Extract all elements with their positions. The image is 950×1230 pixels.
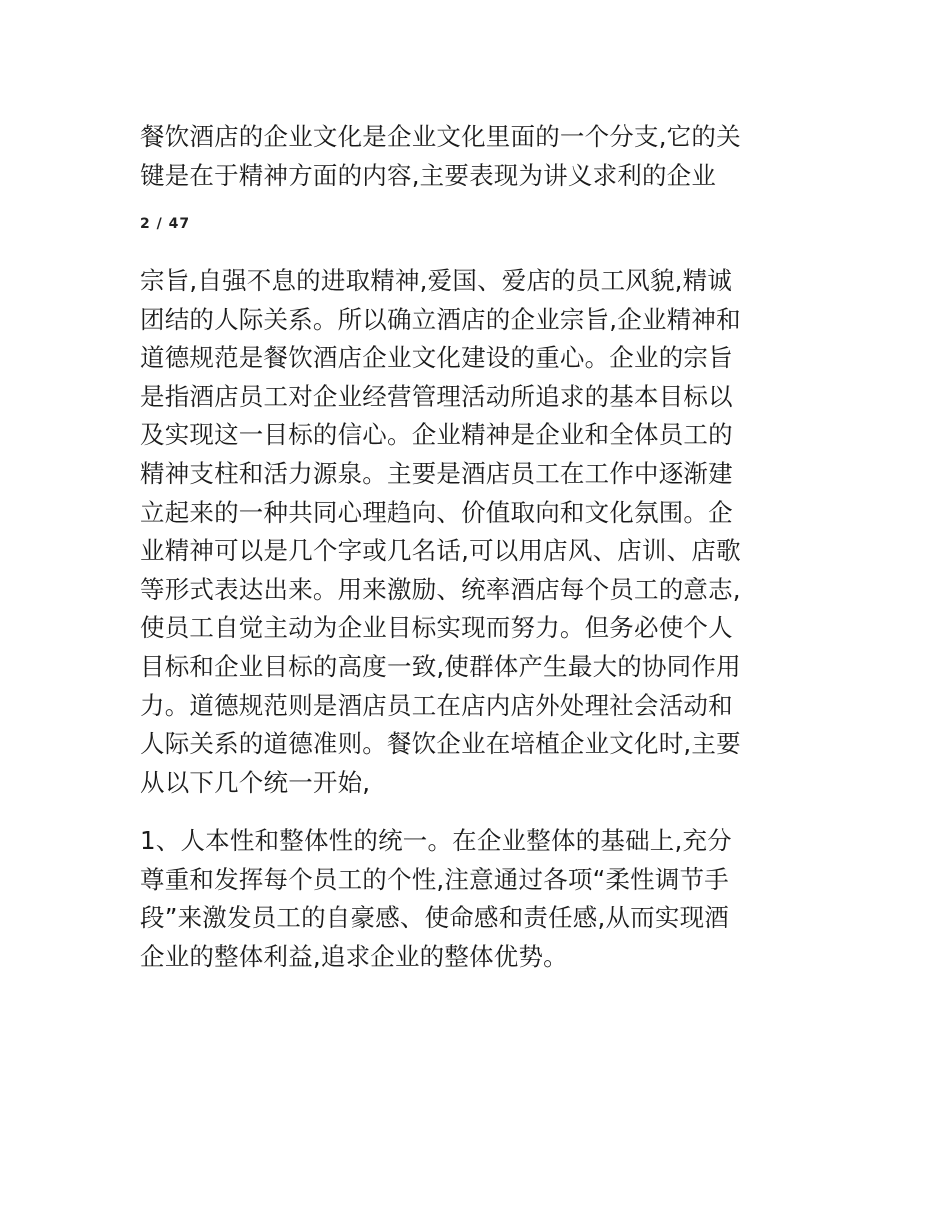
text-line: 及实现这一目标的信心。企业精神是企业和全体员工的: [140, 420, 733, 450]
text-line: 餐饮酒店的企业文化是企业文化里面的一个分支,它的关: [140, 122, 741, 151]
text-line: 精神支柱和活力源泉。主要是酒店员工在工作中逐渐建: [140, 458, 733, 488]
page-number: 2 / 47: [140, 216, 191, 232]
paragraph-body: [140, 262, 810, 802]
text-line: 道德规范是餐饮酒店企业文化建设的重心。企业的宗旨: [140, 343, 733, 373]
text-line: 是指酒店员工对企业经营管理活动所追求的基本目标以: [140, 381, 733, 411]
paragraph-intro: [140, 118, 810, 195]
text-line: 键是在于精神方面的内容,主要表现为讲义求利的企业: [140, 160, 717, 190]
text-line: 目标和企业目标的高度一致,使群体产生最大的协同作用: [140, 651, 741, 681]
text-line: 业精神可以是几个字或几名话,可以用店风、店训、店歌: [140, 536, 741, 566]
text-line: 宗旨,自强不息的进取精神,爱国、爱店的员工风貌,精诚: [140, 266, 733, 295]
text-line: 从以下几个统一开始,: [140, 767, 371, 797]
paragraph-point-1: [140, 822, 810, 976]
text-line: 人际关系的道德准则。餐饮企业在培植企业文化时,主要: [140, 729, 741, 759]
text-line: 企业的整体利益,追求企业的整体优势。: [140, 941, 568, 971]
text-line: 团结的人际关系。所以确立酒店的企业宗旨,企业精神和: [140, 304, 741, 334]
text-line: 段”来激发员工的自豪感、使命感和责任感,从而实现酒: [140, 903, 729, 933]
text-line: 等形式表达出来。用来激励、统率酒店每个员工的意志,: [140, 574, 741, 604]
text-line: 立起来的一种共同心理趋向、价值取向和文化氛围。企: [140, 497, 733, 527]
text-line: 力。道德规范则是酒店员工在店内店外处理社会活动和: [140, 690, 733, 720]
text-line: 1、人本性和整体性的统一。在企业整体的基础上,充分: [140, 826, 732, 855]
text-line: 尊重和发挥每个员工的个性,注意通过各项“柔性调节手: [140, 864, 729, 894]
text-line: 使员工自觉主动为企业目标实现而努力。但务必使个人: [140, 613, 733, 643]
